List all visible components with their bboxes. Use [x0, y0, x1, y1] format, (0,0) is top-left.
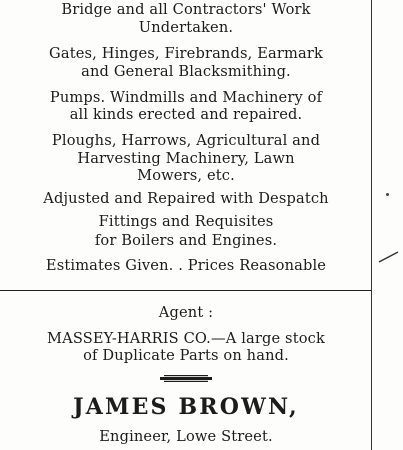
agent-heading: Agent :: [158, 304, 214, 321]
service-line-blacksmithing: and General Blacksmithing.: [81, 63, 291, 80]
print-speck: [386, 193, 389, 196]
service-line-mowers: Mowers, etc.: [137, 167, 235, 184]
service-line-adjusted: Adjusted and Repaired with Despatch: [43, 190, 329, 207]
agent-line-1: MASSEY-HARRIS CO.—A large stock: [47, 330, 325, 347]
column-edge-rule: [371, 0, 372, 450]
service-line-undertaken: Undertaken.: [138, 19, 234, 36]
service-line-boilers: for Boilers and Engines.: [94, 232, 278, 249]
service-line-estimates: Estimates Given. . Prices Reasonable: [45, 257, 327, 274]
service-line-erected: all kinds erected and repaired.: [69, 106, 303, 123]
agent-line-2: of Duplicate Parts on hand.: [83, 347, 289, 364]
proprietor-name: JAMES BROWN,: [73, 394, 299, 420]
service-line-bridge: Bridge and all Contractors' Work: [61, 1, 311, 18]
ink-stroke-mark: [378, 250, 400, 264]
service-line-gates: Gates, Hinges, Firebrands, Earmark: [49, 45, 323, 62]
service-line-harvesting: Harvesting Machinery, Lawn: [77, 150, 295, 167]
service-line-ploughs: Ploughs, Harrows, Agricultural and: [51, 132, 321, 149]
proprietor-address: Engineer, Lowe Street.: [99, 428, 273, 445]
ornament-rule-icon: [160, 375, 212, 382]
service-line-fittings: Fittings and Requisites: [98, 213, 274, 230]
service-line-pumps: Pumps. Windmills and Machinery of: [49, 89, 323, 106]
section-divider: [0, 290, 372, 291]
